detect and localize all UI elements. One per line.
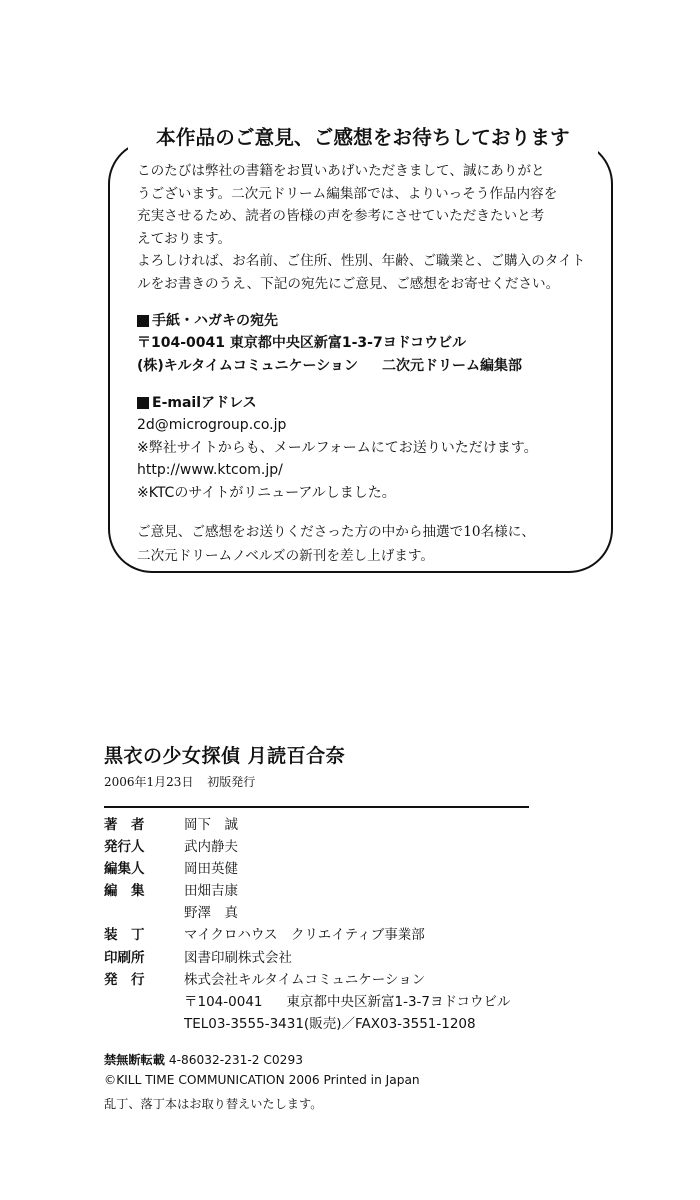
- renewal-note: ※KTCのサイトがリニューアルしました。: [137, 484, 396, 501]
- intro-line: えております。: [137, 230, 232, 247]
- credit-role: 編集人: [104, 860, 145, 877]
- closing-line: 二次元ドリームノベルズの新刊を差し上げます。: [137, 548, 435, 564]
- credit-row: [104, 836, 644, 858]
- feedback-title: 本作品のご意見、ご感想をお待ちしております: [128, 118, 598, 158]
- credit-row: [104, 880, 644, 902]
- intro-line: うございます。二次元ドリーム編集部では、よりいっそう作品内容を: [137, 185, 558, 202]
- credit-role: 印刷所: [104, 949, 145, 966]
- credit-role: 著 者: [104, 816, 145, 833]
- closing-line: ご意見、ご感想をお送りくださった方の中から抽選で10名様に、: [137, 524, 535, 540]
- feedback-closing: [137, 520, 595, 568]
- black-square-icon: [137, 315, 149, 327]
- publisher-address: 〒104-0041 東京都中央区新富1-3-7ヨドコウビル: [184, 994, 511, 1010]
- black-square-icon: [137, 397, 149, 409]
- publisher-address-row: [104, 991, 644, 1013]
- isbn: 4-86032-231-2 C0293: [168, 1053, 303, 1068]
- credits-list: [104, 814, 644, 1036]
- credit-value: 武内静夫: [184, 838, 238, 855]
- publication-date: 2006年1月23日 初版発行: [104, 775, 256, 789]
- divider: [104, 806, 529, 808]
- credit-role: [104, 902, 184, 924]
- credit-value: 野澤 真: [184, 905, 238, 922]
- credit-value: 株式会社キルタイムコミュニケーション: [184, 971, 426, 988]
- copyright: ©KILL TIME COMMUNICATION 2006 Printed in Japan: [104, 1072, 420, 1087]
- intro-line: このたびは弊社の書籍をお買いあげいただきまして、誠にありがと: [137, 163, 545, 179]
- credit-value: 岡田英健: [184, 860, 238, 877]
- mail-address: 〒104-0041 東京都中央区新富1-3-7ヨドコウビル: [137, 335, 467, 351]
- credit-value: 岡下 誠: [184, 816, 238, 833]
- credit-role: 発行人: [104, 838, 145, 855]
- colophon: [104, 740, 644, 1115]
- email-address[interactable]: 2d@microgroup.co.jp: [137, 417, 287, 433]
- website-url[interactable]: http://www.ktcom.jp/: [137, 462, 283, 478]
- credit-row: [104, 902, 644, 924]
- feedback-intro: [137, 160, 595, 295]
- credit-row: [104, 924, 644, 946]
- credit-value: マイクロハウス クリエイティブ事業部: [184, 927, 425, 944]
- credit-role: 編 集: [104, 883, 145, 900]
- replacement-notice: 乱丁、落丁本はお取り替えいたします。: [104, 1097, 323, 1112]
- intro-line: 充実させるため、読者の皆様の声を参考にさせていただきたいと考: [137, 208, 545, 224]
- book-title: 黒衣の少女探偵 月読百合奈: [104, 745, 346, 767]
- email-heading: E-mailアドレス: [137, 392, 595, 414]
- legal-info: [104, 1051, 644, 1115]
- isbn-line: [104, 1051, 644, 1071]
- isbn-label: 禁無断転載: [104, 1053, 165, 1068]
- credit-value: 田畑吉康: [184, 883, 238, 900]
- email-section: [137, 392, 595, 504]
- publisher-phone-row: [104, 1013, 644, 1035]
- email-note: ※弊社サイトからも、メールフォームにてお送りいただけます。: [137, 439, 538, 456]
- credit-row: [104, 969, 644, 991]
- credit-row: [104, 947, 644, 969]
- intro-line: よろしければ、お名前、ご住所、性別、年齢、ご職業と、ご購入のタイト: [137, 253, 586, 269]
- mail-section: [137, 310, 595, 377]
- credit-role: 発 行: [104, 971, 145, 988]
- feedback-content: [137, 160, 595, 568]
- mail-heading: 手紙・ハガキの宛先: [137, 310, 595, 332]
- mail-recipient: (株)キルタイムコミュニケーション 二次元ドリーム編集部: [137, 357, 522, 374]
- credit-row: [104, 814, 644, 836]
- publisher-phone: TEL03-3555-3431(販売)／FAX03-3551-1208: [184, 1016, 476, 1033]
- credit-value: 図書印刷株式会社: [184, 949, 292, 966]
- credit-row: [104, 858, 644, 880]
- intro-line: ルをお書きのうえ、下記の宛先にご意見、ご感想をお寄せください。: [137, 275, 560, 292]
- credit-role: 装 丁: [104, 927, 145, 944]
